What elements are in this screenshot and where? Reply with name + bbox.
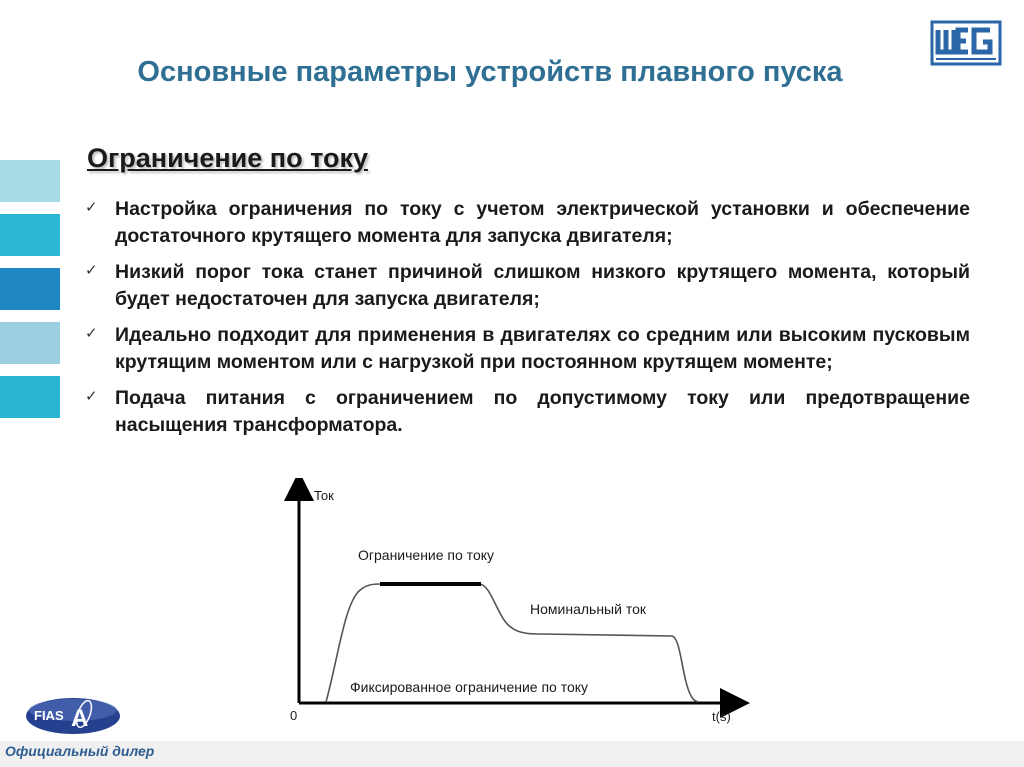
bullet-text: Подача питания с ограничением по допустимому току или предотвращение насыщения трансформатора. <box>115 387 970 436</box>
official-dealer-label: Официальный дилер <box>5 743 155 759</box>
sidebar-block-5 <box>0 376 60 418</box>
fixed-limit-annotation: Фиксированное ограничение по току <box>350 679 589 695</box>
bullet-item <box>85 196 970 250</box>
svg-text:A: A <box>71 705 89 732</box>
slide-title: Основные параметры устройств плавного пуска <box>137 56 843 88</box>
bullet-item <box>85 322 970 376</box>
weg-logo <box>930 20 1002 66</box>
current-limit-diagram <box>280 478 750 728</box>
sidebar-block-3 <box>0 268 60 310</box>
check-icon: ✓ <box>85 262 98 279</box>
check-icon: ✓ <box>85 199 98 216</box>
bullet-list <box>85 196 970 448</box>
sidebar-block-4 <box>0 322 60 364</box>
nominal-annotation: Номинальный ток <box>530 601 646 617</box>
bullet-text: Низкий порог тока станет причиной слишком низкого крутящего момента, который будет недостаточен для запуска двигателя; <box>115 261 970 310</box>
bullet-item <box>85 385 970 439</box>
section-subtitle: Ограничение по току <box>87 143 368 173</box>
y-axis-label: Ток <box>314 488 334 503</box>
sidebar-block-1 <box>0 160 60 202</box>
check-icon: ✓ <box>85 325 98 342</box>
bullet-text: Настройка ограничения по току с учетом электрической установки и обеспечение достаточного крутящего момента для запуска двигателя; <box>115 198 970 247</box>
check-icon: ✓ <box>85 388 98 405</box>
x-axis-label: t(s) <box>712 709 731 724</box>
svg-text:FIAS: FIAS <box>34 708 64 723</box>
limit-annotation: Ограничение по току <box>358 547 495 563</box>
sidebar-block-2 <box>0 214 60 256</box>
bullet-text: Идеально подходит для применения в двигателях со средним или высоким пусковым крутящим моментом или с нагрузкой при постоянном крутящем моменте; <box>115 324 970 373</box>
bullet-item <box>85 259 970 313</box>
origin-label: 0 <box>290 708 298 723</box>
fias-logo <box>24 690 122 736</box>
